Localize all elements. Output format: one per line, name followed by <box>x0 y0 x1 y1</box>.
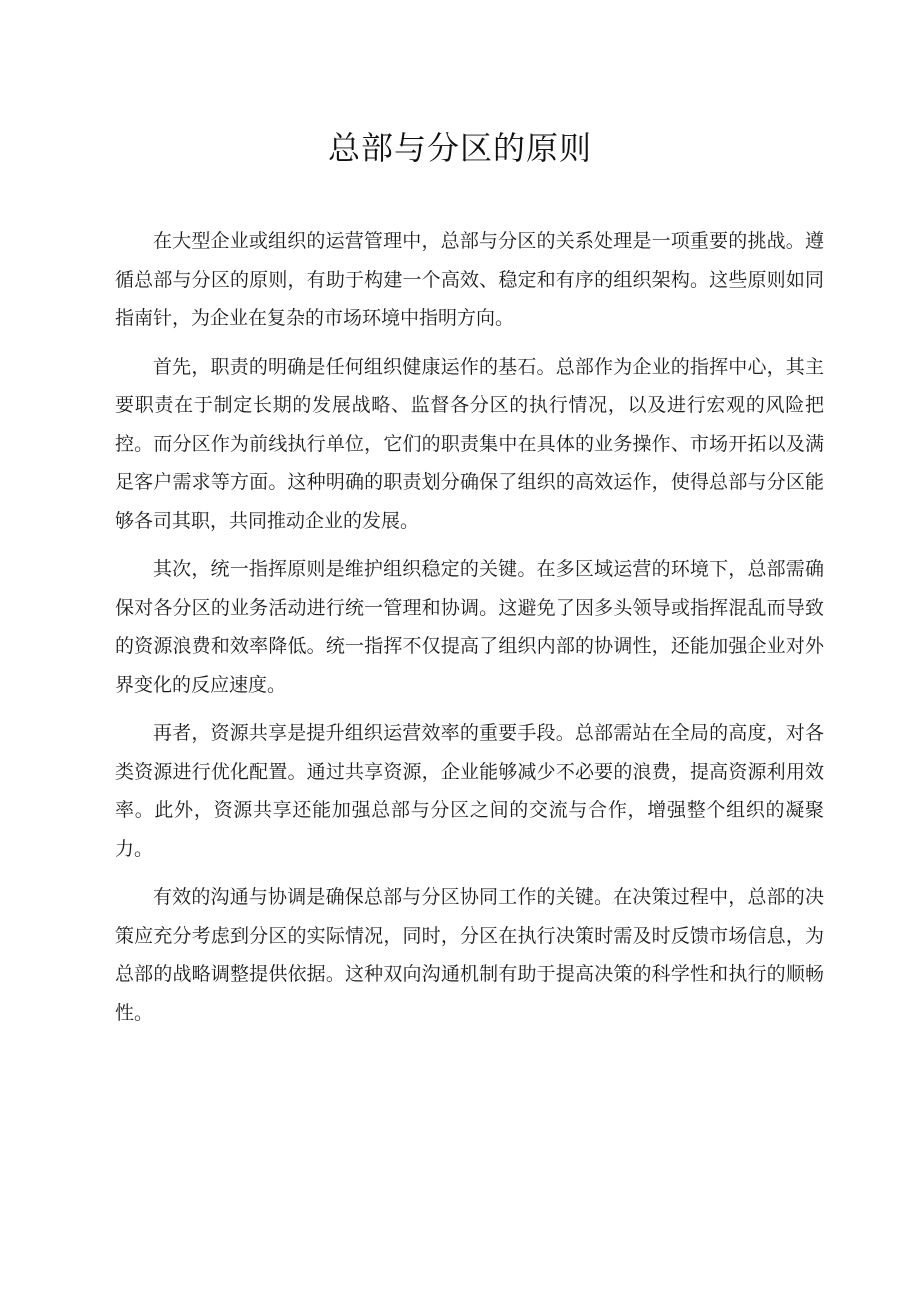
document-body <box>115 222 824 1042</box>
page-title: 总部与分区的原则 <box>327 129 592 167</box>
paragraph-communication: 有效的沟通与协调是确保总部与分区协同工作的关键。在决策过程中，总部的决策应充分考虑到分区的实际情况，同时，分区在执行决策时需及时反馈市场信息，为总部的战略调整提供依据。这种双向沟通机制有助于提高决策的科学性和执行的顺畅性。 <box>115 886 824 1024</box>
paragraph-intro: 在大型企业或组织的运营管理中，总部与分区的关系处理是一项重要的挑战。遵循总部与分区的原则，有助于构建一个高效、稳定和有序的组织架构。这些原则如同指南针，为企业在复杂的市场环境中指明方向。 <box>115 230 824 329</box>
paragraph-unified-command: 其次，统一指挥原则是维护组织稳定的关键。在多区域运营的环境下，总部需确保对各分区的业务活动进行统一管理和协调。这避免了因多头领导或指挥混乱而导致的资源浪费和效率降低。统一指挥不仅提高了组织内部的协调性，还能加强企业对外界变化的反应速度。 <box>115 558 824 696</box>
paragraph-responsibilities: 首先，职责的明确是任何组织健康运作的基石。总部作为企业的指挥中心，其主要职责在于制定长期的发展战略、监督各分区的执行情况，以及进行宏观的风险把控。而分区作为前线执行单位，它们的职责集中在具体的业务操作、市场开拓以及满足客户需求等方面。这种明确的职责划分确保了组织的高效运作，使得总部与分区能够各司其职，共同推动企业的发展。 <box>115 355 824 532</box>
paragraph-resource-sharing: 再者，资源共享是提升组织运营效率的重要手段。总部需站在全局的高度，对各类资源进行优化配置。通过共享资源，企业能够减少不必要的浪费，提高资源利用效率。此外，资源共享还能加强总部与分区之间的交流与合作，增强整个组织的凝聚力。 <box>115 722 824 860</box>
